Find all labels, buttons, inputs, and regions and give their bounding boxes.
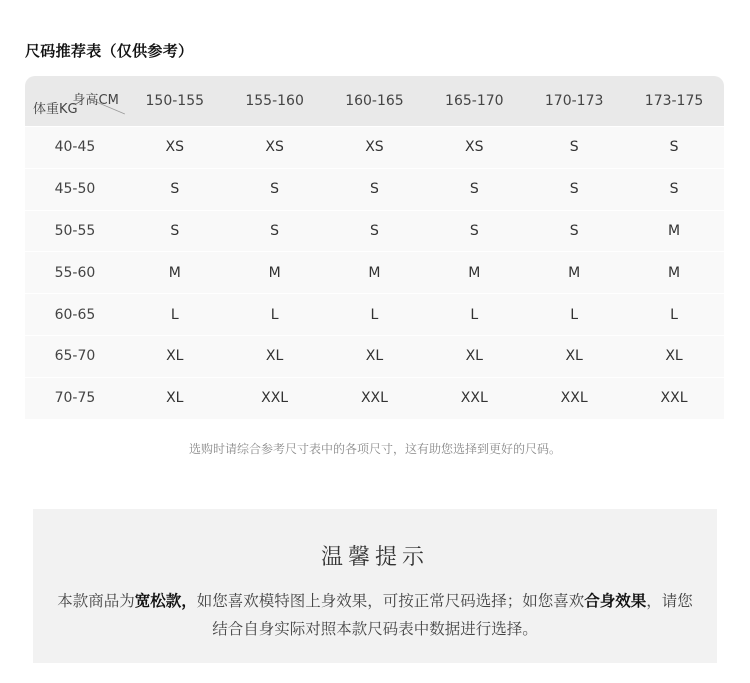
- weight-cell: 40-45: [25, 127, 125, 169]
- table-row: [25, 210, 724, 252]
- size-cell: L: [325, 294, 425, 336]
- tips-title: 温馨提示: [320, 545, 429, 570]
- size-cell: XS: [325, 127, 425, 169]
- size-cell: XL: [125, 377, 225, 418]
- corner-header-cell: [25, 76, 125, 127]
- table-row: [25, 377, 724, 418]
- height-header: 160-165: [345, 93, 404, 109]
- size-cell: S: [125, 168, 225, 210]
- size-cell: XS: [424, 127, 524, 169]
- size-cell: M: [125, 252, 225, 294]
- size-cell: L: [125, 294, 225, 336]
- tips-emphasis: 合身效果: [584, 592, 647, 610]
- size-selection-note: 选购时请综合参考尺寸表中的各项尺寸，这有助您选择到更好的尺码。: [188, 442, 561, 456]
- size-cell: L: [624, 294, 724, 336]
- page-title: 尺码推荐表（仅供参考）: [25, 42, 194, 60]
- size-cell: S: [624, 168, 724, 210]
- size-cell: M: [624, 210, 724, 252]
- weight-cell: 65-70: [25, 335, 125, 377]
- table-row: [25, 168, 724, 210]
- size-cell: M: [225, 252, 325, 294]
- height-header: 173-175: [644, 93, 704, 109]
- weight-cell: 45-50: [25, 168, 125, 210]
- size-cell: M: [325, 252, 425, 294]
- size-cell: L: [225, 294, 325, 336]
- height-header: 165-170: [445, 93, 504, 109]
- size-cell: S: [325, 168, 425, 210]
- size-cell: S: [125, 210, 225, 252]
- size-cell: S: [225, 210, 325, 252]
- size-cell: XL: [225, 335, 325, 377]
- size-cell: XXL: [424, 377, 524, 418]
- size-cell: M: [524, 252, 624, 294]
- size-cell: M: [624, 252, 724, 294]
- size-cell: S: [225, 168, 325, 210]
- size-cell: S: [524, 168, 624, 210]
- table-row: [25, 252, 724, 294]
- height-header: 150-155: [145, 93, 205, 109]
- height-axis-label: 身高CM: [72, 93, 119, 108]
- size-cell: S: [624, 127, 724, 169]
- size-cell: S: [524, 210, 624, 252]
- tips-emphasis: 宽松款，: [134, 592, 197, 610]
- tips-panel: [33, 509, 717, 663]
- size-cell: XXL: [624, 377, 724, 418]
- tips-text: ，请您结合自身实际对照本款尺码表中数据进行选择。: [212, 592, 693, 638]
- size-cell: XL: [125, 335, 225, 377]
- size-cell: XXL: [524, 377, 624, 418]
- size-cell: XXL: [325, 377, 425, 418]
- table-row: [25, 294, 724, 336]
- height-header: 170-173: [544, 93, 604, 109]
- size-chart-table: [25, 76, 724, 419]
- height-header: 155-160: [245, 93, 304, 109]
- size-cell: S: [424, 168, 524, 210]
- size-cell: XL: [325, 335, 425, 377]
- size-cell: S: [524, 127, 624, 169]
- size-cell: XL: [524, 335, 624, 377]
- tips-text: 本款商品为: [57, 592, 135, 610]
- weight-axis-label: 体重KG: [33, 102, 78, 117]
- size-cell: S: [424, 210, 524, 252]
- weight-cell: 55-60: [25, 252, 125, 294]
- size-cell: XL: [424, 335, 524, 377]
- table-row: [25, 335, 724, 377]
- size-cell: L: [524, 294, 624, 336]
- weight-cell: 50-55: [25, 210, 125, 252]
- table-header-row: [25, 76, 724, 127]
- size-cell: XS: [125, 127, 225, 169]
- size-cell: M: [424, 252, 524, 294]
- size-cell: S: [325, 210, 425, 252]
- size-cell: L: [424, 294, 524, 336]
- size-cell: XXL: [225, 377, 325, 418]
- tips-body: [51, 587, 699, 643]
- size-cell: XL: [624, 335, 724, 377]
- tips-text: 如您喜欢模特图上身效果，可按正常尺码选择；如您喜欢: [196, 592, 585, 610]
- size-cell: XS: [225, 127, 325, 169]
- weight-cell: 60-65: [25, 294, 125, 336]
- table-row: [25, 127, 724, 169]
- weight-cell: 70-75: [25, 377, 125, 418]
